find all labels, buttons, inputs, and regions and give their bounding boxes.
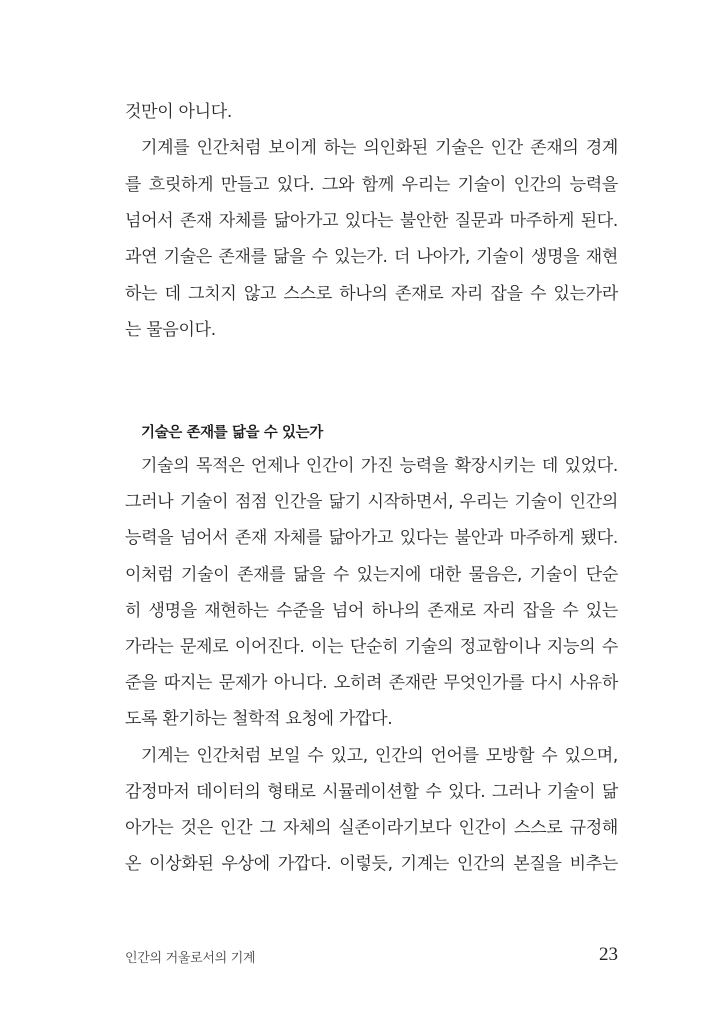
body-text-line: 감정마저 데이터의 형태로 시뮬레이션할 수 있다. 그러나 기술이 닮	[125, 782, 618, 802]
body-text-line: 를 흐릿하게 만들고 있다. 그와 함께 우리는 기술이 인간의 능력을	[125, 175, 618, 195]
running-footer-title: 인간의 거울로서의 기계	[125, 951, 256, 966]
body-text-line: 기계는 인간처럼 보일 수 있고, 인간의 언어를 모방할 수 있으며,	[141, 746, 618, 766]
body-text-line: 하는 데 그치지 않고 스스로 하나의 존재로 자리 잡을 수 있는가라	[125, 284, 618, 304]
body-text-line: 가라는 문제로 이어진다. 이는 단순히 기술의 정교함이나 지능의 수	[125, 637, 618, 657]
body-text-line: 온 이상화된 우상에 가깝다. 이렇듯, 기계는 인간의 본질을 비추는	[125, 854, 618, 874]
body-text-line: 이처럼 기술이 존재를 닮을 수 있는지에 대한 물음은, 기술이 단순	[125, 565, 618, 585]
section-heading: 기술은 존재를 닮을 수 있는가	[141, 425, 323, 441]
body-text-line: 과연 기술은 존재를 닮을 수 있는가. 더 나아가, 기술이 생명을 재현	[125, 247, 618, 267]
body-text-line: 능력을 넘어서 존재 자체를 닮아가고 있다는 불안과 마주하게 됐다.	[125, 528, 618, 548]
body-text-line: 넘어서 존재 자체를 닮아가고 있다는 불안한 질문과 마주하게 된다.	[125, 211, 618, 231]
body-text-line: 것만이 아니다.	[125, 102, 232, 122]
body-text-line: 기계를 인간처럼 보이게 하는 의인화된 기술은 인간 존재의 경계	[141, 138, 618, 158]
body-text-line: 준을 따지는 문제가 아니다. 오히려 존재란 무엇인가를 다시 사유하	[125, 673, 618, 693]
body-text-line: 도록 환기하는 철학적 요청에 가깝다.	[125, 709, 393, 729]
body-text-line: 는 물음이다.	[125, 320, 216, 340]
body-text-line: 아가는 것은 인간 그 자체의 실존이라기보다 인간이 스스로 규정해	[125, 818, 618, 838]
body-text-line: 히 생명을 재현하는 수준을 넘어 하나의 존재로 자리 잡을 수 있는	[125, 601, 618, 621]
body-text-line: 그러나 기술이 점점 인간을 닮기 시작하면서, 우리는 기술이 인간의	[125, 492, 618, 512]
page-number: 23	[599, 944, 618, 965]
body-text-line: 기술의 목적은 언제나 인간이 가진 능력을 확장시키는 데 있었다.	[141, 456, 618, 476]
